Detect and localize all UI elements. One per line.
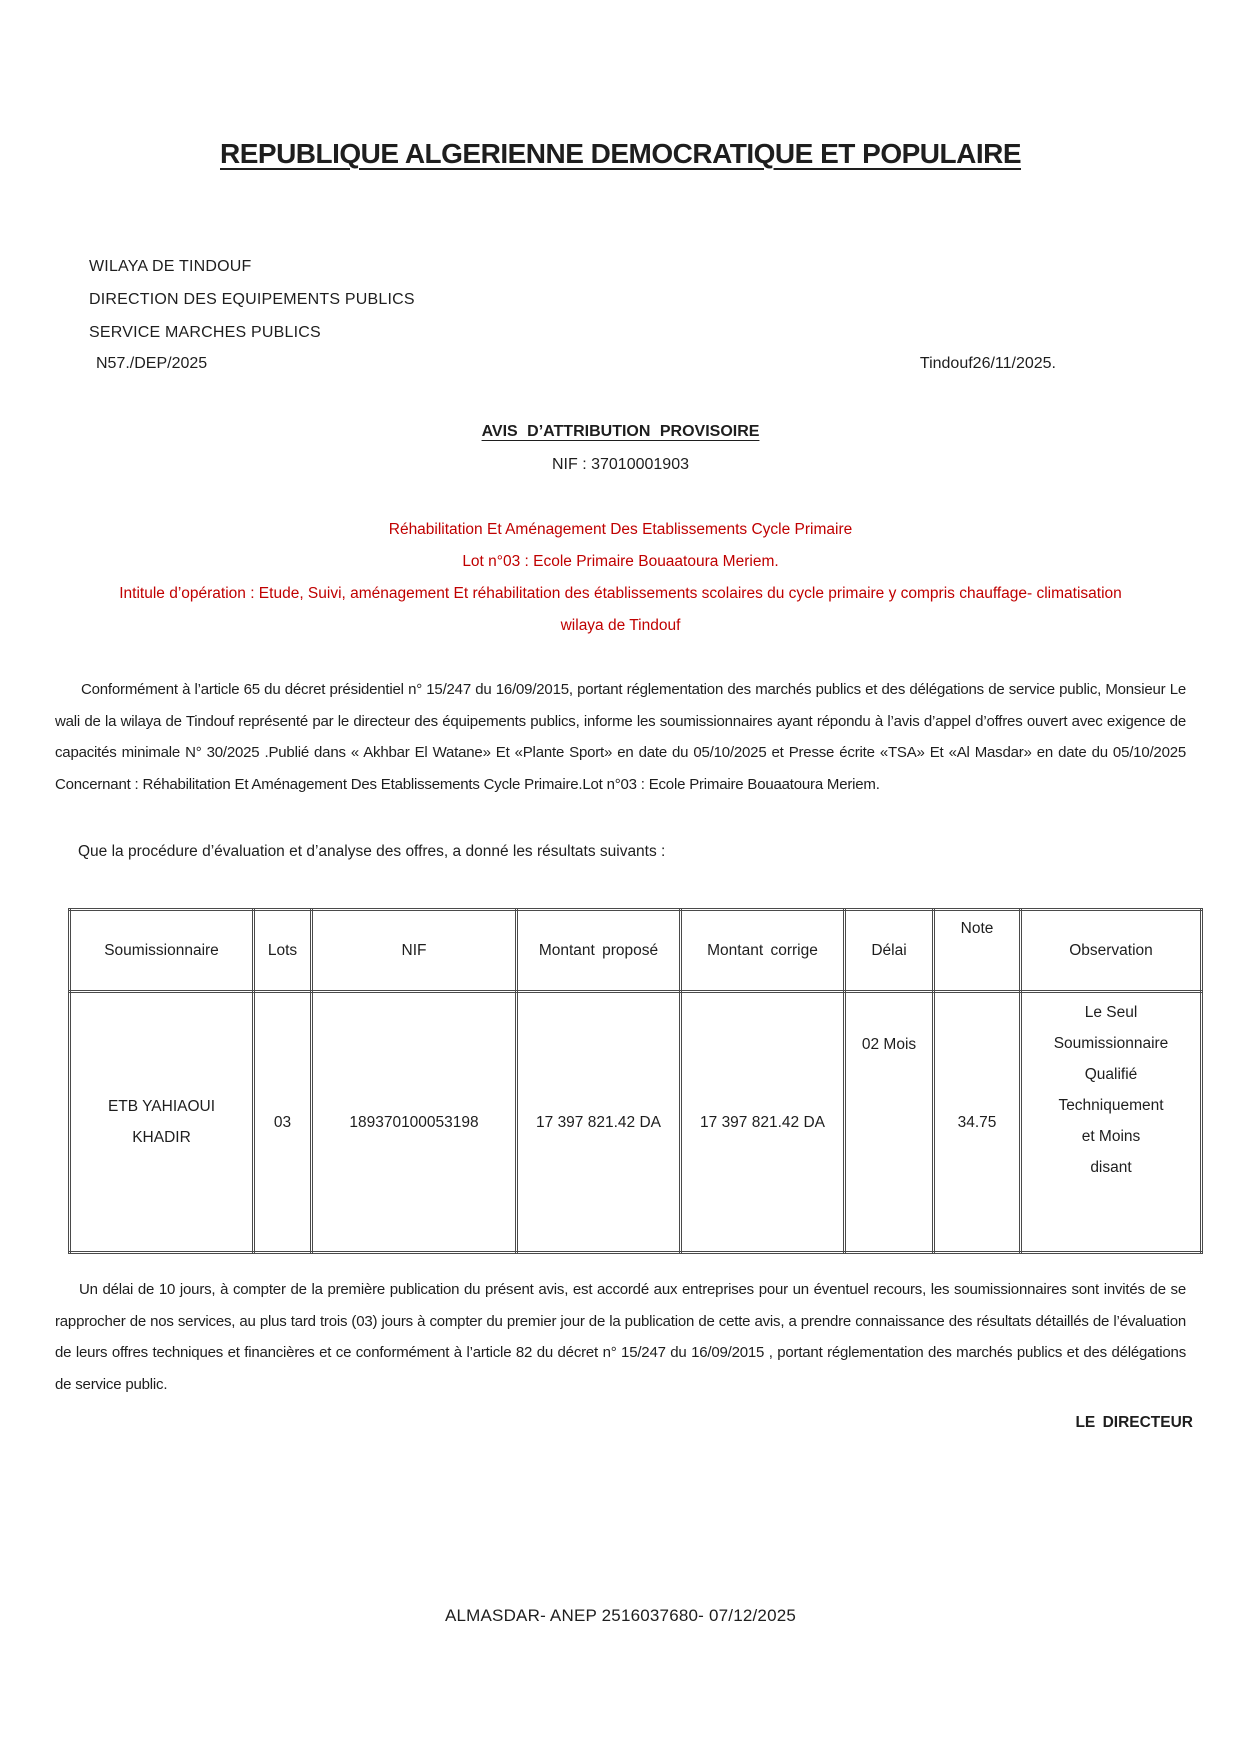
paragraph-delai-recours: Un délai de 10 jours, à compter de la première publication du présent avis, est accordé aux entreprises pour un éventuel recours, les soumissionnaires sont invités de se rapprocher de nos services, au plus tard trois (03) jours à compter du premier jour de la publication de cette avis, a prendre connaissance des résultats détaillés de l’évaluation de leurs offres techniques et financières et ce conformément à l’article 82 du décret n° 15/247 du 16/09/2015 , portant réglementation des marchés publics et des délégations de service public. [55, 1281, 1186, 1393]
issuer-service: SERVICE MARCHES PUBLICS [89, 324, 321, 341]
col-header-observation: Observation [1021, 910, 1202, 992]
cell-montant-propose: 17 397 821.42 DA [517, 992, 681, 1253]
footer-anep: ALMASDAR- ANEP 2516037680- 07/12/2025 [444, 1606, 797, 1625]
issuer-wilaya: WILAYA DE TINDOUF [89, 258, 252, 275]
notice-heading: AVIS D’ATTRIBUTION PROVISOIRE [481, 423, 760, 440]
project-lot-line: Lot n°03 : Ecole Primaire Bouaatoura Meriem. [462, 553, 779, 570]
paragraph-conformement: Conformément à l’article 65 du décret présidentiel n° 15/247 du 16/09/2015, portant réglementation des marchés publics et des délégations de service public, Monsieur Le wali de la wilaya de Tindouf représenté par le directeur des équipements publics, informe les soumissionnaires ayant répondu à l’avis d’appel d’offres ouvert avec exigence de capacités minimale N° 30/2025 .Publié dans « Akhbar El Watane» Et «Plante Sport» en date du 05/10/2025 et Presse écrite «TSA» Et «Al Masdar» en date du 05/10/2025 Concernant : Réhabilitation Et Aménagement Des Etablissements Cycle Primaire.Lot n°03 : Ecole Primaire Bouaatoura Meriem. [55, 681, 1186, 793]
cell-nif: 189370100053198 [312, 992, 517, 1253]
cell-soumissionnaire: ETB YAHIAOUI KHADIR [70, 992, 254, 1253]
issuer-direction: DIRECTION DES EQUIPEMENTS PUBLICS [89, 291, 415, 308]
place-date: Tindouf26/11/2025. [919, 355, 1056, 372]
page-title: REPUBLIQUE ALGERIENNE DEMOCRATIQUE ET POPULAIRE [220, 138, 1021, 169]
cell-observation: Le Seul Soumissionnaire Qualifié Techniquement et Moins disant [1021, 992, 1202, 1253]
cell-delai: 02 Mois [845, 992, 934, 1253]
project-wilaya-line: wilaya de Tindouf [560, 617, 681, 634]
cell-montant-corrige: 17 397 821.42 DA [681, 992, 845, 1253]
table-header-row [70, 910, 1202, 992]
project-title-line: Réhabilitation Et Aménagement Des Etablissements Cycle Primaire [388, 521, 853, 538]
project-operation-line: Intitule d’opération : Etude, Suivi, aménagement Et réhabilitation des établissements scolaires du cycle primaire y compris chauffage- climatisation [119, 585, 1122, 602]
attribution-table [68, 908, 1203, 1254]
table-row [70, 992, 1202, 1253]
col-header-lots: Lots [254, 910, 312, 992]
col-header-soumissionnaire: Soumissionnaire [70, 910, 254, 992]
col-header-nif: NIF [312, 910, 517, 992]
col-header-delai: Délai [845, 910, 934, 992]
signature-le-directeur: LE DIRECTEUR [1075, 1414, 1193, 1431]
col-header-montant-propose: Montant proposé [517, 910, 681, 992]
cell-lots: 03 [254, 992, 312, 1253]
cell-note: 34.75 [934, 992, 1021, 1253]
reference-number: N57./DEP/2025 [96, 355, 208, 372]
col-header-note: Note [934, 910, 1021, 992]
nif-line: NIF : 37010001903 [552, 456, 689, 473]
project-block [0, 514, 1241, 642]
results-intro: Que la procédure d’évaluation et d’analyse des offres, a donné les résultats suivants : [78, 843, 666, 860]
issuer-block [89, 250, 415, 349]
col-header-montant-corrige: Montant corrige [681, 910, 845, 992]
